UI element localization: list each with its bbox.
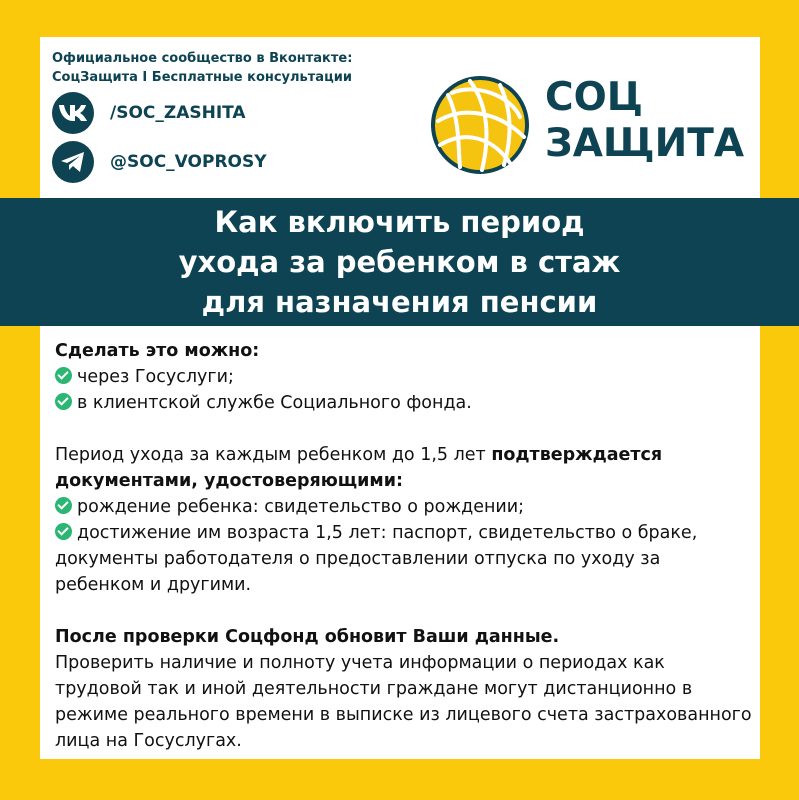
- check-icon: [55, 497, 72, 514]
- globe-logo-icon: [430, 75, 530, 175]
- telegram-icon: [52, 141, 94, 183]
- list-item: [55, 520, 755, 598]
- community-line-1: Официальное сообщество в Вконтакте:: [52, 51, 353, 66]
- list-item-text: рождение ребенка: свидетельство о рождении;: [77, 497, 525, 517]
- section1-heading: Сделать это можно:: [55, 341, 260, 361]
- list-item-text: через Госуслуги;: [77, 367, 234, 387]
- title-line-1: Как включить период: [214, 205, 585, 239]
- vk-link[interactable]: [52, 92, 246, 134]
- title-line-3: для назначения пенсии: [201, 285, 598, 319]
- list-item-text: в клиентской службе Социального фонда.: [77, 393, 472, 413]
- intro-text: Период ухода за каждым ребенком до 1,5 лет: [55, 445, 492, 465]
- logo-line-2: ЗАЩИТА: [545, 121, 745, 166]
- list-item: [55, 390, 755, 416]
- community-caption: [52, 49, 432, 87]
- check-icon: [55, 367, 72, 384]
- community-line-2: СоцЗащита I Бесплатные консультации: [52, 70, 352, 85]
- vk-handle: /SOC_ZASHITA: [110, 103, 246, 123]
- intro-bold-text: подтверждается документами, удостоверяющими:: [55, 445, 663, 491]
- header: [40, 37, 760, 197]
- section3-heading: После проверки Соцфонд обновит Ваши данные.: [55, 627, 560, 647]
- telegram-handle: @SOC_VOPROSY: [110, 152, 267, 172]
- logo-line-1: СОЦ: [545, 75, 643, 120]
- content: [55, 338, 755, 754]
- list-item-text: достижение им возраста 1,5 лет: паспорт, свидетельство о браке, документы работодателя о предоставлении отпуска по уходу за ребенком и другими.: [55, 523, 698, 595]
- title-line-2: ухода за ребенком в стаж: [178, 245, 621, 279]
- list-item: [55, 494, 755, 520]
- telegram-link[interactable]: [52, 141, 267, 183]
- check-icon: [55, 523, 72, 540]
- title-banner: [0, 198, 799, 326]
- list-item: [55, 364, 755, 390]
- check-icon: [55, 393, 72, 410]
- section2-intro: [55, 442, 755, 494]
- vk-icon: [52, 92, 94, 134]
- section3-body: Проверить наличие и полноту учета информации о периодах как трудовой так и иной деятельности граждане могут дистанционно в режиме реального времени в выписке из лицевого счета застрахованного лица на Госуслугах.: [55, 653, 752, 751]
- logo-text: [545, 75, 744, 167]
